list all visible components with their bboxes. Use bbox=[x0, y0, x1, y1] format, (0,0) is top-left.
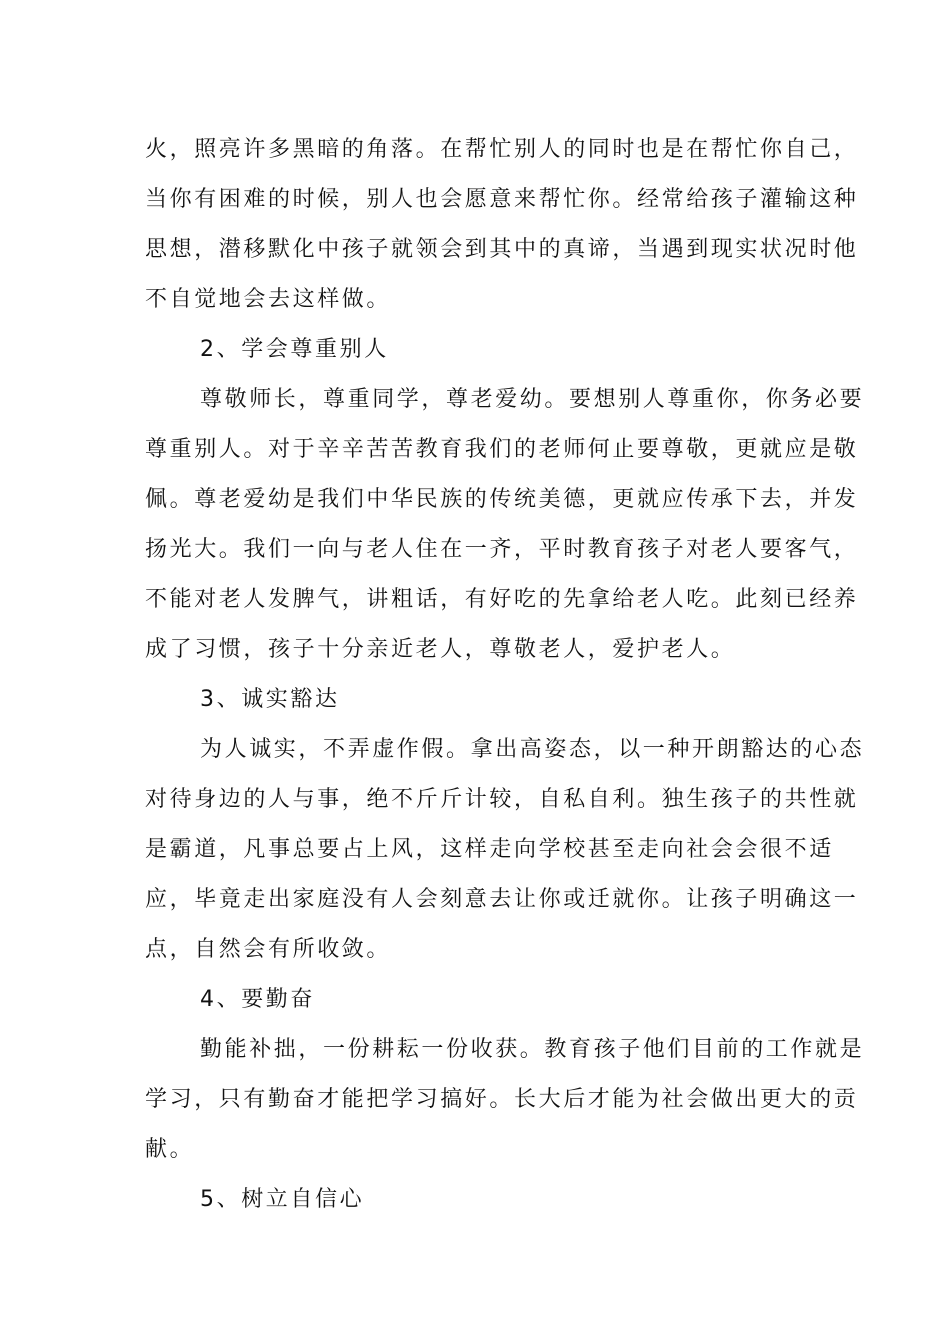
section-heading: 2、学会尊重别人 bbox=[200, 337, 389, 362]
paragraph-line: 扬光大。我们一向与老人住在一齐，平时教育孩子对老人要客气， bbox=[145, 537, 859, 562]
paragraph-line: 思想，潜移默化中孩子就领会到其中的真谛，当遇到现实状况时他 bbox=[145, 237, 859, 262]
paragraph-line: 当你有困难的时候，别人也会愿意来帮忙你。经常给孩子灌输这种 bbox=[145, 187, 859, 212]
paragraph-line: 点，自然会有所收敛。 bbox=[145, 937, 392, 962]
paragraph-line: 应，毕竟走出家庭没有人会刻意去让你或迁就你。让孩子明确这一 bbox=[145, 887, 859, 912]
paragraph-line: 是霸道，凡事总要占上风，这样走向学校甚至走向社会会很不适 bbox=[145, 837, 834, 862]
paragraph-line: 不能对老人发脾气，讲粗话，有好吃的先拿给老人吃。此刻已经养 bbox=[145, 587, 859, 612]
paragraph-line: 为人诚实，不弄虚作假。拿出高姿态，以一种开朗豁达的心态 bbox=[200, 737, 865, 762]
paragraph-line: 成了习惯，孩子十分亲近老人，尊敬老人，爱护老人。 bbox=[145, 637, 736, 662]
paragraph-line: 尊敬师长，尊重同学，尊老爱幼。要想别人尊重你，你务必要 bbox=[200, 387, 865, 412]
section-heading: 5、树立自信心 bbox=[200, 1187, 365, 1212]
section-heading: 4、要勤奋 bbox=[200, 987, 315, 1012]
paragraph-line: 佩。尊老爱幼是我们中华民族的传统美德，更就应传承下去，并发 bbox=[145, 487, 859, 512]
paragraph-line: 不自觉地会去这样做。 bbox=[145, 287, 392, 312]
paragraph-line: 学习，只有勤奋才能把学习搞好。长大后才能为社会做出更大的贡 bbox=[145, 1087, 859, 1112]
paragraph-line: 勤能补拙，一份耕耘一份收获。教育孩子他们目前的工作就是 bbox=[200, 1037, 865, 1062]
section-heading: 3、诚实豁达 bbox=[200, 687, 340, 712]
paragraph-line: 火，照亮许多黑暗的角落。在帮忙别人的同时也是在帮忙你自己， bbox=[145, 137, 859, 162]
paragraph-line: 献。 bbox=[145, 1137, 195, 1162]
paragraph-line: 尊重别人。对于辛辛苦苦教育我们的老师何止要尊敬，更就应是敬 bbox=[145, 437, 859, 462]
paragraph-line: 对待身边的人与事，绝不斤斤计较，自私自利。独生孩子的共性就 bbox=[145, 787, 859, 812]
